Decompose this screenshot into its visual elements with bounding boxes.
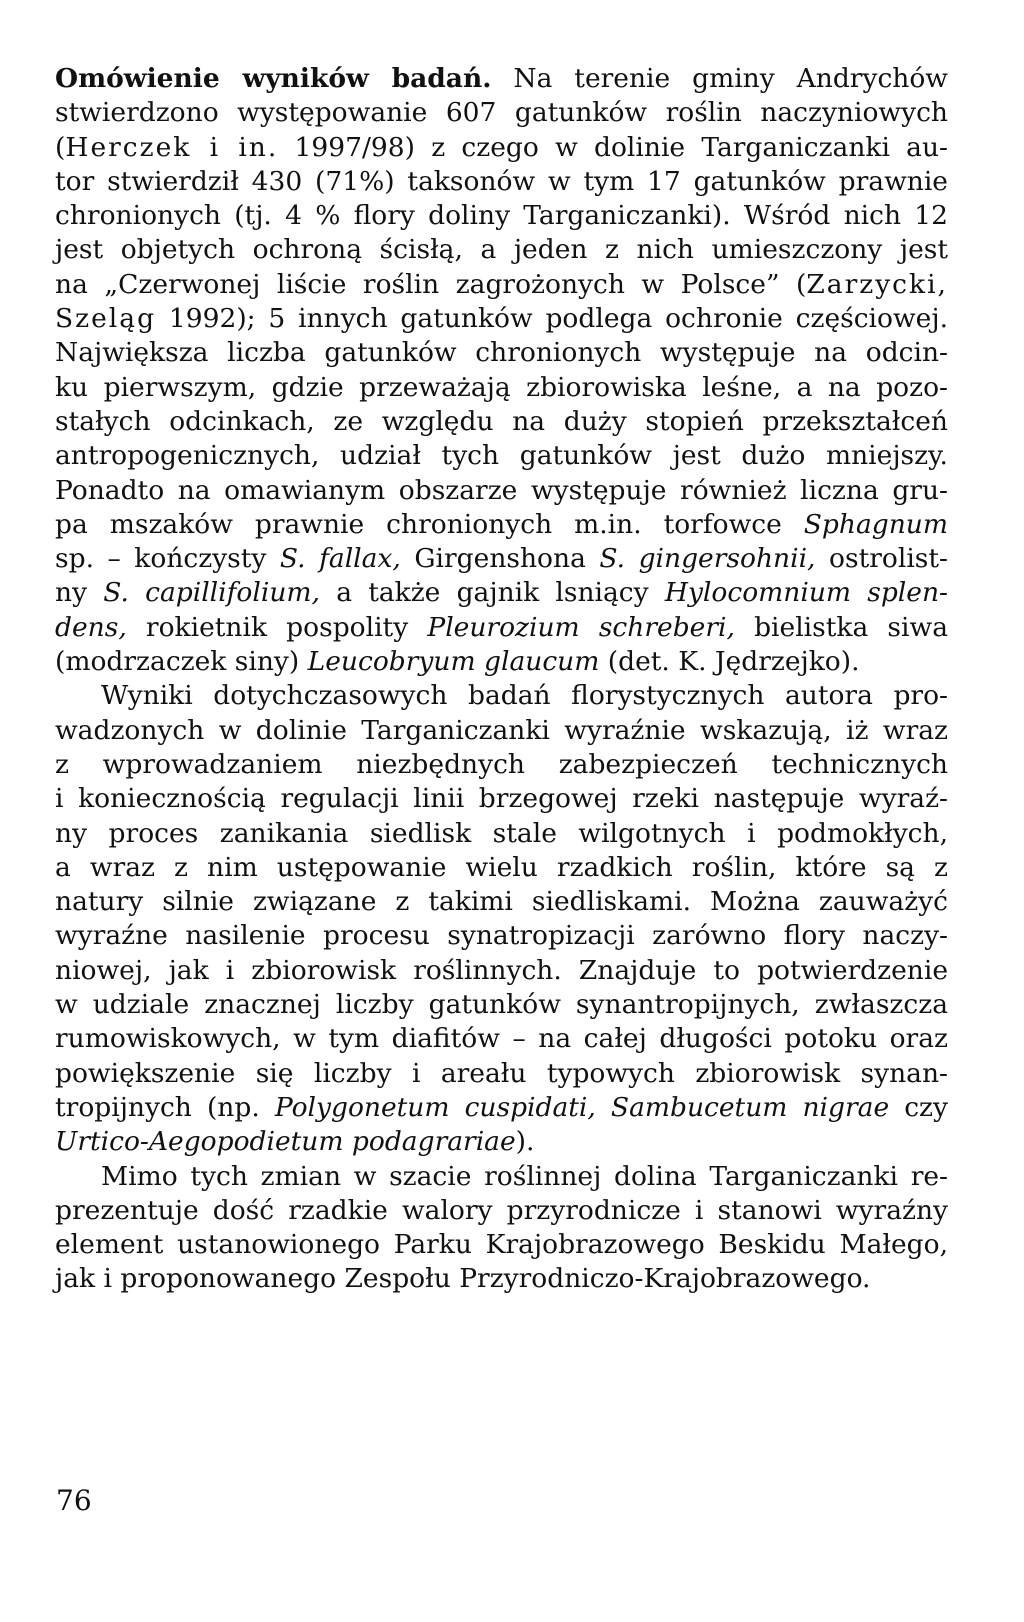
- text-segment: Największa liczba gatunków chronionych występuje na odcin-: [55, 337, 948, 369]
- text-segment: tor stwierdził 430 (71%) taksonów w tym 17 gatunków prawnie: [55, 165, 948, 197]
- text-segment: Herczek i in.: [65, 131, 279, 163]
- text-segment: z wprowadzaniem niezbędnych zabezpieczeń technicznych: [55, 748, 948, 780]
- text-line: [55, 439, 948, 473]
- text-line: [55, 62, 948, 96]
- text-segment: prezentuje dość rzadkie walory przyrodnicze i stanowi wyraźny: [55, 1194, 948, 1226]
- text-line: [55, 1194, 948, 1228]
- text-segment: Pleurozium schreberi,: [427, 611, 735, 643]
- text-line: [55, 199, 948, 233]
- paragraph-summary: [55, 1160, 948, 1297]
- text-line: [55, 1057, 948, 1091]
- text-segment: ny: [55, 577, 104, 609]
- text-segment: S. capillifolium,: [103, 577, 320, 609]
- text-line: [55, 233, 948, 267]
- text-segment: (det. K. Jędrzejko).: [599, 646, 860, 678]
- text-line: [55, 782, 948, 816]
- paragraph-conclusions: [55, 679, 948, 1159]
- text-segment: S. fallax,: [279, 543, 401, 575]
- text-segment: a wraz z nim ustępowanie wielu rzadkich roślin, które są z: [55, 851, 948, 883]
- text-line: [55, 1022, 948, 1056]
- text-segment: 1992); 5 innych gatunków podlega ochronie częściowej.: [156, 303, 948, 335]
- text-segment: Leucobryum glaucum: [307, 646, 600, 678]
- text-segment: Omówienie wyników badań.: [55, 63, 492, 94]
- text-line: [55, 748, 948, 782]
- text-segment: ostrolist-: [815, 543, 948, 575]
- text-segment: (modrzaczek siny): [55, 646, 308, 678]
- text-line: [55, 1228, 948, 1262]
- text-segment: element ustanowionego Parku Krajobrazowego Beskidu Małego,: [55, 1229, 948, 1261]
- text-segment: Girgenshona: [400, 543, 600, 575]
- text-segment: natury silnie związane z takimi siedliskami. Można zauważyć: [55, 886, 948, 918]
- text-line: [55, 851, 948, 885]
- text-line: [55, 268, 948, 302]
- text-line: [55, 817, 948, 851]
- text-line: [55, 1262, 948, 1296]
- text-segment: i koniecznością regulacji linii brzegowej rzeki następuje wyraź-: [55, 783, 948, 815]
- text-segment: Ponadto na omawianym obszarze występuje również liczna gru-: [55, 474, 948, 506]
- text-line: [55, 885, 948, 919]
- text-segment: stwierdzono występowanie 607 gatunków roślin naczyniowych: [55, 97, 948, 129]
- text-segment: Wyniki dotychczasowych badań florystycznych autora pro-: [101, 680, 948, 712]
- text-segment: pa mszaków prawnie chronionych m.in. torfowce: [55, 508, 804, 540]
- text-line: [55, 576, 948, 610]
- text-segment: powiększenie się liczby i areału typowych zbiorowisk synan-: [55, 1057, 948, 1089]
- text-segment: Sphagnum: [803, 508, 948, 540]
- text-line: [55, 508, 948, 542]
- text-segment: chronionych (tj. 4 % flory doliny Targaniczanki). Wśród nich 12: [55, 200, 948, 232]
- text-segment: wadzonych w dolinie Targaniczanki wyraźnie wskazują, iż wraz: [55, 714, 948, 746]
- text-line: [55, 1160, 948, 1194]
- text-segment: rumowiskowych, w tym diafitów – na całej długości potoku oraz: [55, 1023, 948, 1055]
- text-line: [55, 405, 948, 439]
- text-segment: rokietnik pospolity: [126, 611, 428, 643]
- text-line: [55, 611, 948, 645]
- text-line: [55, 954, 948, 988]
- text-segment: (: [55, 131, 66, 163]
- text-line: [55, 988, 948, 1022]
- text-line: [55, 1091, 948, 1125]
- text-line: [55, 336, 948, 370]
- text-segment: jak i proponowanego Zespołu Przyrodniczo-Krajobrazowego.: [55, 1263, 871, 1295]
- paragraph-results: [55, 62, 948, 679]
- text-line: [55, 371, 948, 405]
- text-line: [55, 302, 948, 336]
- text-segment: Hylocomnium splen-: [664, 577, 948, 609]
- text-segment: antropogenicznych, udział tych gatunków jest dużo mniejszy.: [55, 440, 948, 472]
- text-segment: w udziale znacznej liczby gatunków synantropijnych, zwłaszcza: [55, 989, 948, 1021]
- text-segment: Mimo tych zmian w szacie roślinnej dolina Targaniczanki re-: [101, 1160, 948, 1192]
- text-segment: Na terenie gminy Andrychów: [491, 63, 948, 94]
- text-segment: ny proces zanikania siedlisk stale wilgotnych i podmokłych,: [55, 817, 948, 849]
- text-segment: ).: [515, 1126, 535, 1158]
- text-line: [55, 919, 948, 953]
- text-segment: Polygonetum cuspidati, Sambucetum nigrae: [274, 1091, 890, 1123]
- text-line: [55, 1125, 948, 1159]
- text-line: [55, 542, 948, 576]
- text-line: [55, 714, 948, 748]
- text-line: [55, 645, 948, 679]
- text-segment: dens,: [55, 611, 127, 643]
- text-line: [55, 679, 948, 713]
- text-segment: stałych odcinkach, ze względu na duży stopień przekształceń: [55, 405, 948, 437]
- text-segment: jest objetych ochroną ścisłą, a jeden z nich umieszczony jest: [55, 234, 948, 266]
- text-segment: bielistka siwa: [734, 611, 948, 643]
- text-segment: na „Czerwonej liście roślin zagrożonych w Polsce” (: [55, 268, 807, 300]
- text-segment: S. gingersohnii,: [599, 543, 816, 575]
- document-body: [55, 62, 948, 1297]
- text-segment: a także gajnik lsniący: [319, 577, 665, 609]
- text-segment: sp. – kończysty: [55, 543, 280, 575]
- text-line: [55, 165, 948, 199]
- text-line: [55, 131, 948, 165]
- text-segment: tropijnych (np.: [55, 1091, 275, 1123]
- text-segment: ku pierwszym, gdzie przeważają zbiorowiska leśne, a na pozo-: [55, 371, 948, 403]
- text-line: [55, 474, 948, 508]
- text-segment: Zarzycki,: [806, 268, 948, 300]
- text-segment: Szeląg: [55, 303, 157, 335]
- page-number: 76: [56, 1484, 92, 1517]
- text-segment: Urtico-Aegopodietum podagrariae: [55, 1126, 516, 1158]
- text-segment: wyraźne nasilenie procesu synatropizacji zarówno flory naczy-: [55, 920, 948, 952]
- text-line: [55, 96, 948, 130]
- text-segment: czy: [889, 1091, 948, 1123]
- text-segment: 1997/98) z czego w dolinie Targaniczanki au-: [278, 131, 949, 163]
- text-segment: niowej, jak i zbiorowisk roślinnych. Znajduje to potwierdzenie: [55, 954, 948, 986]
